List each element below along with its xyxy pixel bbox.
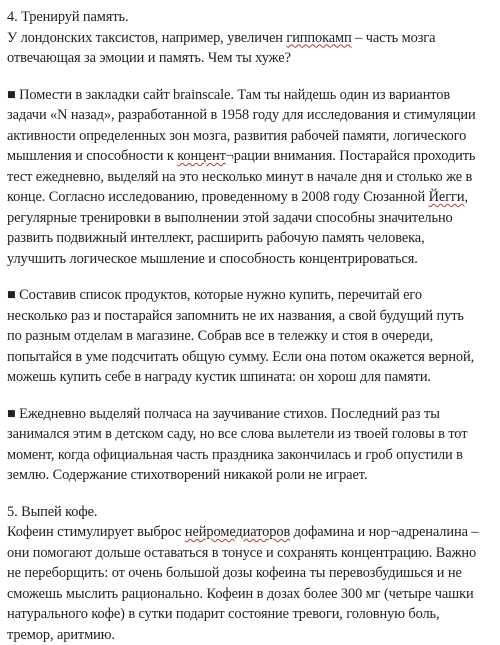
spellcheck-underlined-word: концент	[177, 148, 226, 164]
line-text: ,	[464, 189, 468, 205]
line-text: не переборщить: от очень большой дозы кофеина ты перевозбудишься и не	[7, 565, 462, 581]
section-heading: 5. Выпей кофе.	[7, 502, 499, 523]
line-text: развить подвижный интеллект, расширить рабочую память человека,	[7, 230, 425, 246]
bullet-lines	[7, 285, 499, 388]
text-line	[7, 522, 499, 543]
text-line	[7, 105, 499, 126]
text-line	[7, 187, 499, 208]
text-line	[7, 584, 499, 605]
text-line	[7, 465, 499, 486]
text-line	[7, 146, 499, 167]
line-text: конце. Согласно исследованию, проведенному в 2008 году Сюзанной	[7, 189, 429, 205]
line-text: – часть мозга	[352, 30, 436, 46]
line-text: регулярные тренировки в выполнении этой задачи способны значительно	[7, 210, 453, 226]
line-text: несколько раз и постарайся запомнить не их названия, а свой будущий путь	[7, 308, 464, 324]
line-text: мышления и способности к	[7, 148, 177, 164]
line-text: момент, когда официальная часть праздника закончилась и гроб опустили в	[7, 447, 463, 463]
line-text: улучшить логическое мышление и способность концентрироваться.	[7, 251, 418, 267]
line-text: тест ежедневно, выделяй на это несколько минут в начале дня и столько же в	[7, 169, 472, 185]
text-line	[7, 85, 499, 106]
text-line	[7, 445, 499, 466]
text-line	[7, 228, 499, 249]
line-text: по разным отделам в магазине. Собрав все в тележку и стоя в очереди,	[7, 328, 433, 344]
spellcheck-underlined-word: нейромедиаторов	[185, 524, 290, 540]
text-line	[7, 48, 499, 69]
line-text: сможешь мыслить рационально. Кофеин в дозах более 300 мг (четыре чашки	[7, 586, 474, 602]
line-text: попытайся в уме подсчитать общую сумму. Если она потом окажется верной,	[7, 349, 474, 365]
line-text: землю. Содержание стихотворений никакой роли не играет.	[7, 467, 367, 483]
bullet-brainscale	[7, 85, 499, 270]
text-line	[7, 563, 499, 584]
section-heading: 4. Тренируй память.	[7, 7, 499, 28]
text-line	[7, 347, 499, 368]
text-line	[7, 249, 499, 270]
line-text: занимался этим в детском саду, но все слова вылетели из твоей головы в тот	[7, 426, 467, 442]
bullet-shopping-list	[7, 285, 499, 388]
text-line	[7, 543, 499, 564]
text-line	[7, 625, 499, 645]
text-line	[7, 28, 499, 49]
text-line	[7, 126, 499, 147]
section-5	[7, 502, 499, 645]
spellcheck-underlined-word: гиппокамп	[286, 30, 351, 46]
text-line	[7, 404, 499, 425]
line-text: Кофеин стимулирует выброс	[7, 524, 185, 540]
line-text: тремор, аритмию.	[7, 627, 115, 643]
intro-lines	[7, 28, 499, 69]
text-line	[7, 208, 499, 229]
line-text: отвечающая за эмоции и память. Чем ты хуже?	[7, 50, 291, 66]
text-line	[7, 367, 499, 388]
spellcheck-underlined-word: Йегги	[429, 189, 465, 205]
text-line	[7, 604, 499, 625]
line-text: ■ Помести в закладки сайт brainscale. Там ты найдешь один из вариантов	[7, 87, 450, 103]
line-text: ■ Ежедневно выделяй полчаса на заучивание стихов. Последний раз ты	[7, 406, 440, 422]
section-4-intro	[7, 7, 499, 69]
line-text: ■ Составив список продуктов, которые нужно купить, перечитай его	[7, 287, 422, 303]
text-line	[7, 285, 499, 306]
text-line	[7, 306, 499, 327]
bullet-poems	[7, 404, 499, 486]
line-text: активности определенных зон мозга, развития рабочей памяти, логического	[7, 128, 466, 144]
line-text: можешь купить себе в награду кустик шпината: он хорош для памяти.	[7, 369, 431, 385]
line-text: натурального кофе) в сутки подарит состояние тревоги, головную боль,	[7, 606, 440, 622]
line-text: задачи «N назад», разработанной в 1958 году для исследования и стимуляции	[7, 107, 476, 123]
section-5-lines	[7, 522, 499, 645]
text-line	[7, 326, 499, 347]
text-line	[7, 167, 499, 188]
line-text: дофамина и нор¬адреналина –	[290, 524, 478, 540]
line-text: ¬рации внимания. Постарайся проходить	[226, 148, 476, 164]
bullet-lines	[7, 404, 499, 486]
text-line	[7, 424, 499, 445]
line-text: У лондонских таксистов, например, увеличен	[7, 30, 286, 46]
bullet-lines	[7, 85, 499, 270]
line-text: они помогают дольше оставаться в тонусе и сохранять концентрацию. Важно	[7, 545, 476, 561]
